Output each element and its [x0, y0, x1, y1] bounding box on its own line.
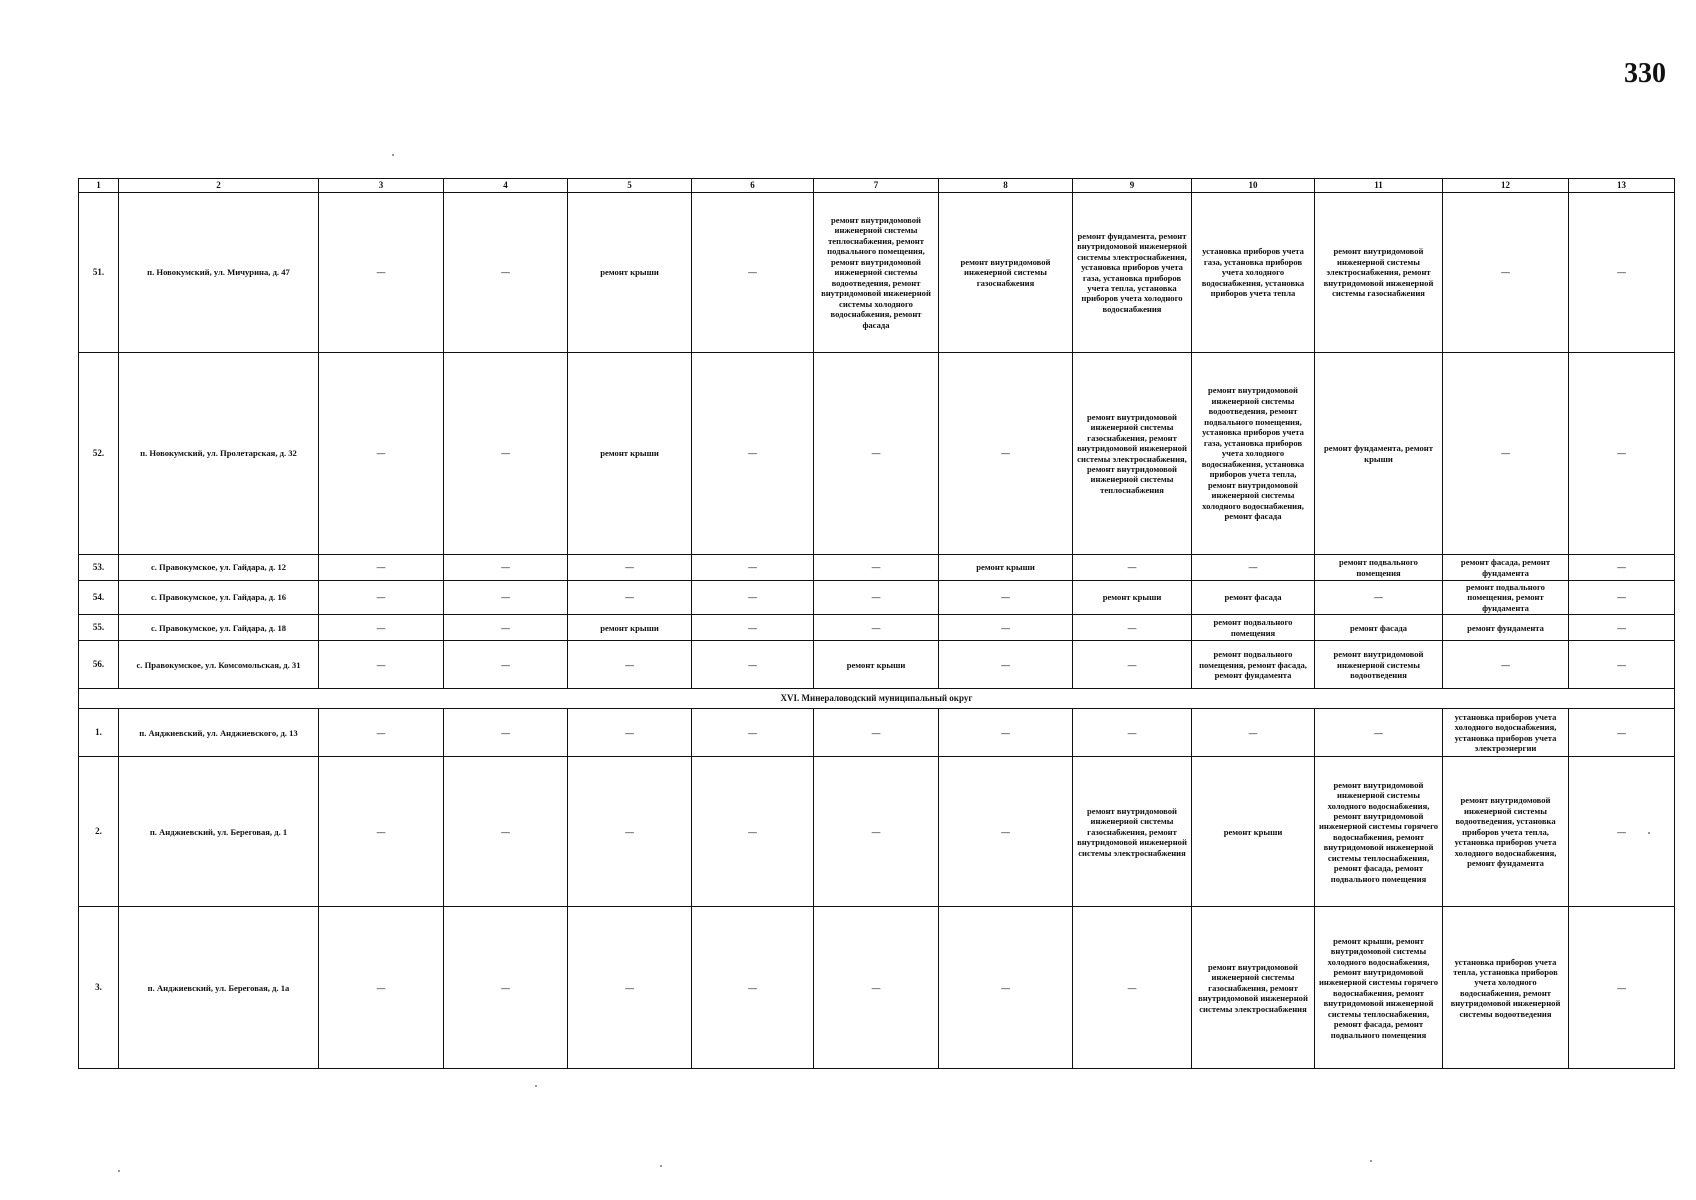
work-type-cell: ремонт крыши [1192, 757, 1315, 907]
empty-dash-cell: — [319, 353, 444, 555]
column-number: 8 [939, 179, 1073, 193]
work-type-cell: ремонт фасада [1192, 581, 1315, 615]
empty-dash-cell: — [939, 581, 1073, 615]
work-type-cell: ремонт внутридомовой инженерной системы газоснабжения [939, 193, 1073, 353]
empty-dash-cell: — [939, 641, 1073, 689]
empty-dash-cell: — [568, 581, 692, 615]
page-number: 330 [1624, 58, 1666, 89]
work-type-cell: ремонт фасада [1315, 615, 1443, 641]
empty-dash-cell: — [1569, 615, 1675, 641]
table-row [79, 581, 1675, 615]
empty-dash-cell: — [1569, 641, 1675, 689]
scan-speck [535, 1085, 537, 1087]
address-cell: п. Анджиевский, ул. Береговая, д. 1 [119, 757, 319, 907]
column-number: 9 [1073, 179, 1192, 193]
column-number: 5 [568, 179, 692, 193]
empty-dash-cell: — [814, 353, 939, 555]
work-type-cell: ремонт внутридомовой инженерной системы холодного водоснабжения, ремонт внутридомовой инженерной системы горячего водоснабжения, ремонт внутридомовой инженерной системы теплоснабжения, ремонт фасада, ремонт подвального помещения [1315, 757, 1443, 907]
empty-dash-cell: — [444, 193, 568, 353]
empty-dash-cell: — [1073, 615, 1192, 641]
empty-dash-cell: — [692, 709, 814, 757]
empty-dash-cell: — [1569, 555, 1675, 581]
empty-dash-cell: — [692, 353, 814, 555]
empty-dash-cell: — [444, 709, 568, 757]
empty-dash-cell: — [319, 615, 444, 641]
row-number: 51. [79, 193, 119, 353]
empty-dash-cell: — [692, 615, 814, 641]
empty-dash-cell: — [568, 709, 692, 757]
empty-dash-cell: — [319, 193, 444, 353]
empty-dash-cell: — [939, 353, 1073, 555]
column-number: 7 [814, 179, 939, 193]
empty-dash-cell: — [939, 757, 1073, 907]
empty-dash-cell: — [814, 757, 939, 907]
empty-dash-cell: — [1192, 555, 1315, 581]
row-number: 55. [79, 615, 119, 641]
empty-dash-cell: — [319, 757, 444, 907]
work-type-cell: ремонт внутридомовой инженерной системы теплоснабжения, ремонт подвального помещения, ремонт внутридомовой инженерной системы водоотведения, ремонт внутридомовой инженерной системы холодного водоснабжения, ремонт фасада [814, 193, 939, 353]
work-type-cell: ремонт крыши [568, 193, 692, 353]
work-type-cell: ремонт внутридомовой инженерной системы водоотведения [1315, 641, 1443, 689]
empty-dash-cell: — [444, 757, 568, 907]
empty-dash-cell: — [1073, 555, 1192, 581]
work-type-cell: ремонт фундамента [1443, 615, 1569, 641]
empty-dash-cell: — [1569, 193, 1675, 353]
empty-dash-cell: — [1443, 641, 1569, 689]
empty-dash-cell: — [1315, 581, 1443, 615]
empty-dash-cell: — [568, 641, 692, 689]
empty-dash-cell: — [1073, 907, 1192, 1069]
empty-dash-cell: — [1073, 709, 1192, 757]
empty-dash-cell: — [692, 757, 814, 907]
empty-dash-cell: — [444, 907, 568, 1069]
work-type-cell: ремонт фасада, ремонт фундамента [1443, 555, 1569, 581]
column-number: 2 [119, 179, 319, 193]
column-number: 4 [444, 179, 568, 193]
empty-dash-cell: — [939, 907, 1073, 1069]
section-title: XVI. Минераловодский муниципальный округ [79, 689, 1675, 709]
row-number: 3. [79, 907, 119, 1069]
row-number: 2. [79, 757, 119, 907]
work-type-cell: ремонт подвального помещения [1315, 555, 1443, 581]
address-cell: с. Правокумское, ул. Гайдара, д. 12 [119, 555, 319, 581]
work-type-cell: ремонт внутридомовой инженерной системы водоотведения, установка приборов учета тепла, установка приборов учета холодного водоснабжения, ремонт фундамента [1443, 757, 1569, 907]
empty-dash-cell: — [692, 581, 814, 615]
empty-dash-cell: — [814, 709, 939, 757]
column-number: 6 [692, 179, 814, 193]
work-type-cell: ремонт подвального помещения, ремонт фундамента [1443, 581, 1569, 615]
table-row [79, 709, 1675, 757]
empty-dash-cell: — [1443, 193, 1569, 353]
work-type-cell: ремонт крыши [939, 555, 1073, 581]
empty-dash-cell: — [939, 615, 1073, 641]
address-cell: п. Новокумский, ул. Пролетарская, д. 32 [119, 353, 319, 555]
empty-dash-cell: — [692, 907, 814, 1069]
work-type-cell: ремонт внутридомовой инженерной системы газоснабжения, ремонт внутридомовой инженерной системы электроснабжения [1192, 907, 1315, 1069]
table-row [79, 353, 1675, 555]
address-cell: п. Анджиевский, ул. Береговая, д. 1а [119, 907, 319, 1069]
scan-speck [1370, 1160, 1372, 1162]
column-number: 1 [79, 179, 119, 193]
column-number: 13 [1569, 179, 1675, 193]
work-type-cell: ремонт фундамента, ремонт крыши [1315, 353, 1443, 555]
scan-speck [660, 1165, 662, 1167]
work-type-cell: установка приборов учета газа, установка приборов учета холодного водоснабжения, установка приборов учета тепла [1192, 193, 1315, 353]
empty-dash-cell: — [814, 615, 939, 641]
table-row [79, 193, 1675, 353]
work-type-cell: ремонт крыши [814, 641, 939, 689]
row-number: 52. [79, 353, 119, 555]
table-row [79, 757, 1675, 907]
empty-dash-cell: — [568, 757, 692, 907]
empty-dash-cell: — [1315, 709, 1443, 757]
empty-dash-cell: — [319, 709, 444, 757]
column-number: 12 [1443, 179, 1569, 193]
address-cell: п. Анджиевский, ул. Анджиевского, д. 13 [119, 709, 319, 757]
scan-speck [118, 1170, 120, 1172]
address-cell: п. Новокумский, ул. Мичурина, д. 47 [119, 193, 319, 353]
table-row [79, 615, 1675, 641]
empty-dash-cell: — [319, 907, 444, 1069]
work-type-cell: ремонт внутридомовой инженерной системы водоотведения, ремонт подвального помещения, установка приборов учета газа, установка приборов учета холодного водоснабжения, установка приборов учета тепла, ремонт внутридомовой инженерной системы холодного водоснабжения, ремонт фасада [1192, 353, 1315, 555]
address-cell: с. Правокумское, ул. Комсомольская, д. 31 [119, 641, 319, 689]
column-number: 3 [319, 179, 444, 193]
table-row [79, 641, 1675, 689]
table-row [79, 555, 1675, 581]
row-number: 53. [79, 555, 119, 581]
scan-speck [392, 154, 394, 156]
work-type-cell: ремонт подвального помещения [1192, 615, 1315, 641]
empty-dash-cell: — [319, 641, 444, 689]
work-type-cell: ремонт крыши, ремонт внутридомовой системы холодного водоснабжения, ремонт внутридомовой инженерной системы горячего водоснабжения, ремонт внутридомовой инженерной системы теплоснабжения, ремонт фасада, ремонт подвального помещения [1315, 907, 1443, 1069]
empty-dash-cell: — [568, 907, 692, 1069]
empty-dash-cell: — [814, 907, 939, 1069]
row-number: 56. [79, 641, 119, 689]
empty-dash-cell: — [1569, 709, 1675, 757]
empty-dash-cell: — [568, 555, 692, 581]
empty-dash-cell: — [692, 641, 814, 689]
empty-dash-cell: — [939, 709, 1073, 757]
work-type-cell: ремонт внутридомовой инженерной системы газоснабжения, ремонт внутридомовой инженерной системы электроснабжения, ремонт внутридомовой инженерной системы теплоснабжения [1073, 353, 1192, 555]
scan-speck [1648, 832, 1650, 834]
empty-dash-cell: — [1569, 581, 1675, 615]
table-row [79, 907, 1675, 1069]
address-cell: с. Правокумское, ул. Гайдара, д. 16 [119, 581, 319, 615]
section-header-row [79, 689, 1675, 709]
empty-dash-cell: — [1073, 641, 1192, 689]
row-number: 1. [79, 709, 119, 757]
empty-dash-cell: — [692, 555, 814, 581]
empty-dash-cell: — [1569, 757, 1675, 907]
empty-dash-cell: — [814, 581, 939, 615]
empty-dash-cell: — [1192, 709, 1315, 757]
work-type-cell: установка приборов учета холодного водоснабжения, установка приборов учета электроэнергии [1443, 709, 1569, 757]
work-type-cell: ремонт внутридомовой инженерной системы газоснабжения, ремонт внутридомовой инженерной системы электроснабжения [1073, 757, 1192, 907]
work-type-cell: ремонт крыши [568, 353, 692, 555]
work-type-cell: ремонт крыши [1073, 581, 1192, 615]
work-type-cell: установка приборов учета тепла, установка приборов учета холодного водоснабжения, ремонт внутридомовой инженерной системы водоотведения [1443, 907, 1569, 1069]
column-number-header-row [79, 179, 1675, 193]
empty-dash-cell: — [319, 555, 444, 581]
work-type-cell: ремонт фундамента, ремонт внутридомовой инженерной системы электроснабжения, установка приборов учета газа, установка приборов учета тепла, установка приборов учета холодного водоснабжения [1073, 193, 1192, 353]
empty-dash-cell: — [319, 581, 444, 615]
empty-dash-cell: — [444, 581, 568, 615]
empty-dash-cell: — [1569, 907, 1675, 1069]
empty-dash-cell: — [444, 555, 568, 581]
work-type-cell: ремонт крыши [568, 615, 692, 641]
empty-dash-cell: — [1443, 353, 1569, 555]
empty-dash-cell: — [444, 641, 568, 689]
row-number: 54. [79, 581, 119, 615]
empty-dash-cell: — [814, 555, 939, 581]
empty-dash-cell: — [444, 615, 568, 641]
empty-dash-cell: — [1569, 353, 1675, 555]
repair-schedule-table [78, 178, 1675, 1069]
work-type-cell: ремонт подвального помещения, ремонт фасада, ремонт фундамента [1192, 641, 1315, 689]
empty-dash-cell: — [444, 353, 568, 555]
empty-dash-cell: — [692, 193, 814, 353]
column-number: 10 [1192, 179, 1315, 193]
column-number: 11 [1315, 179, 1443, 193]
address-cell: с. Правокумское, ул. Гайдара, д. 18 [119, 615, 319, 641]
work-type-cell: ремонт внутридомовой инженерной системы электроснабжения, ремонт внутридомовой инженерной системы газоснабжения [1315, 193, 1443, 353]
